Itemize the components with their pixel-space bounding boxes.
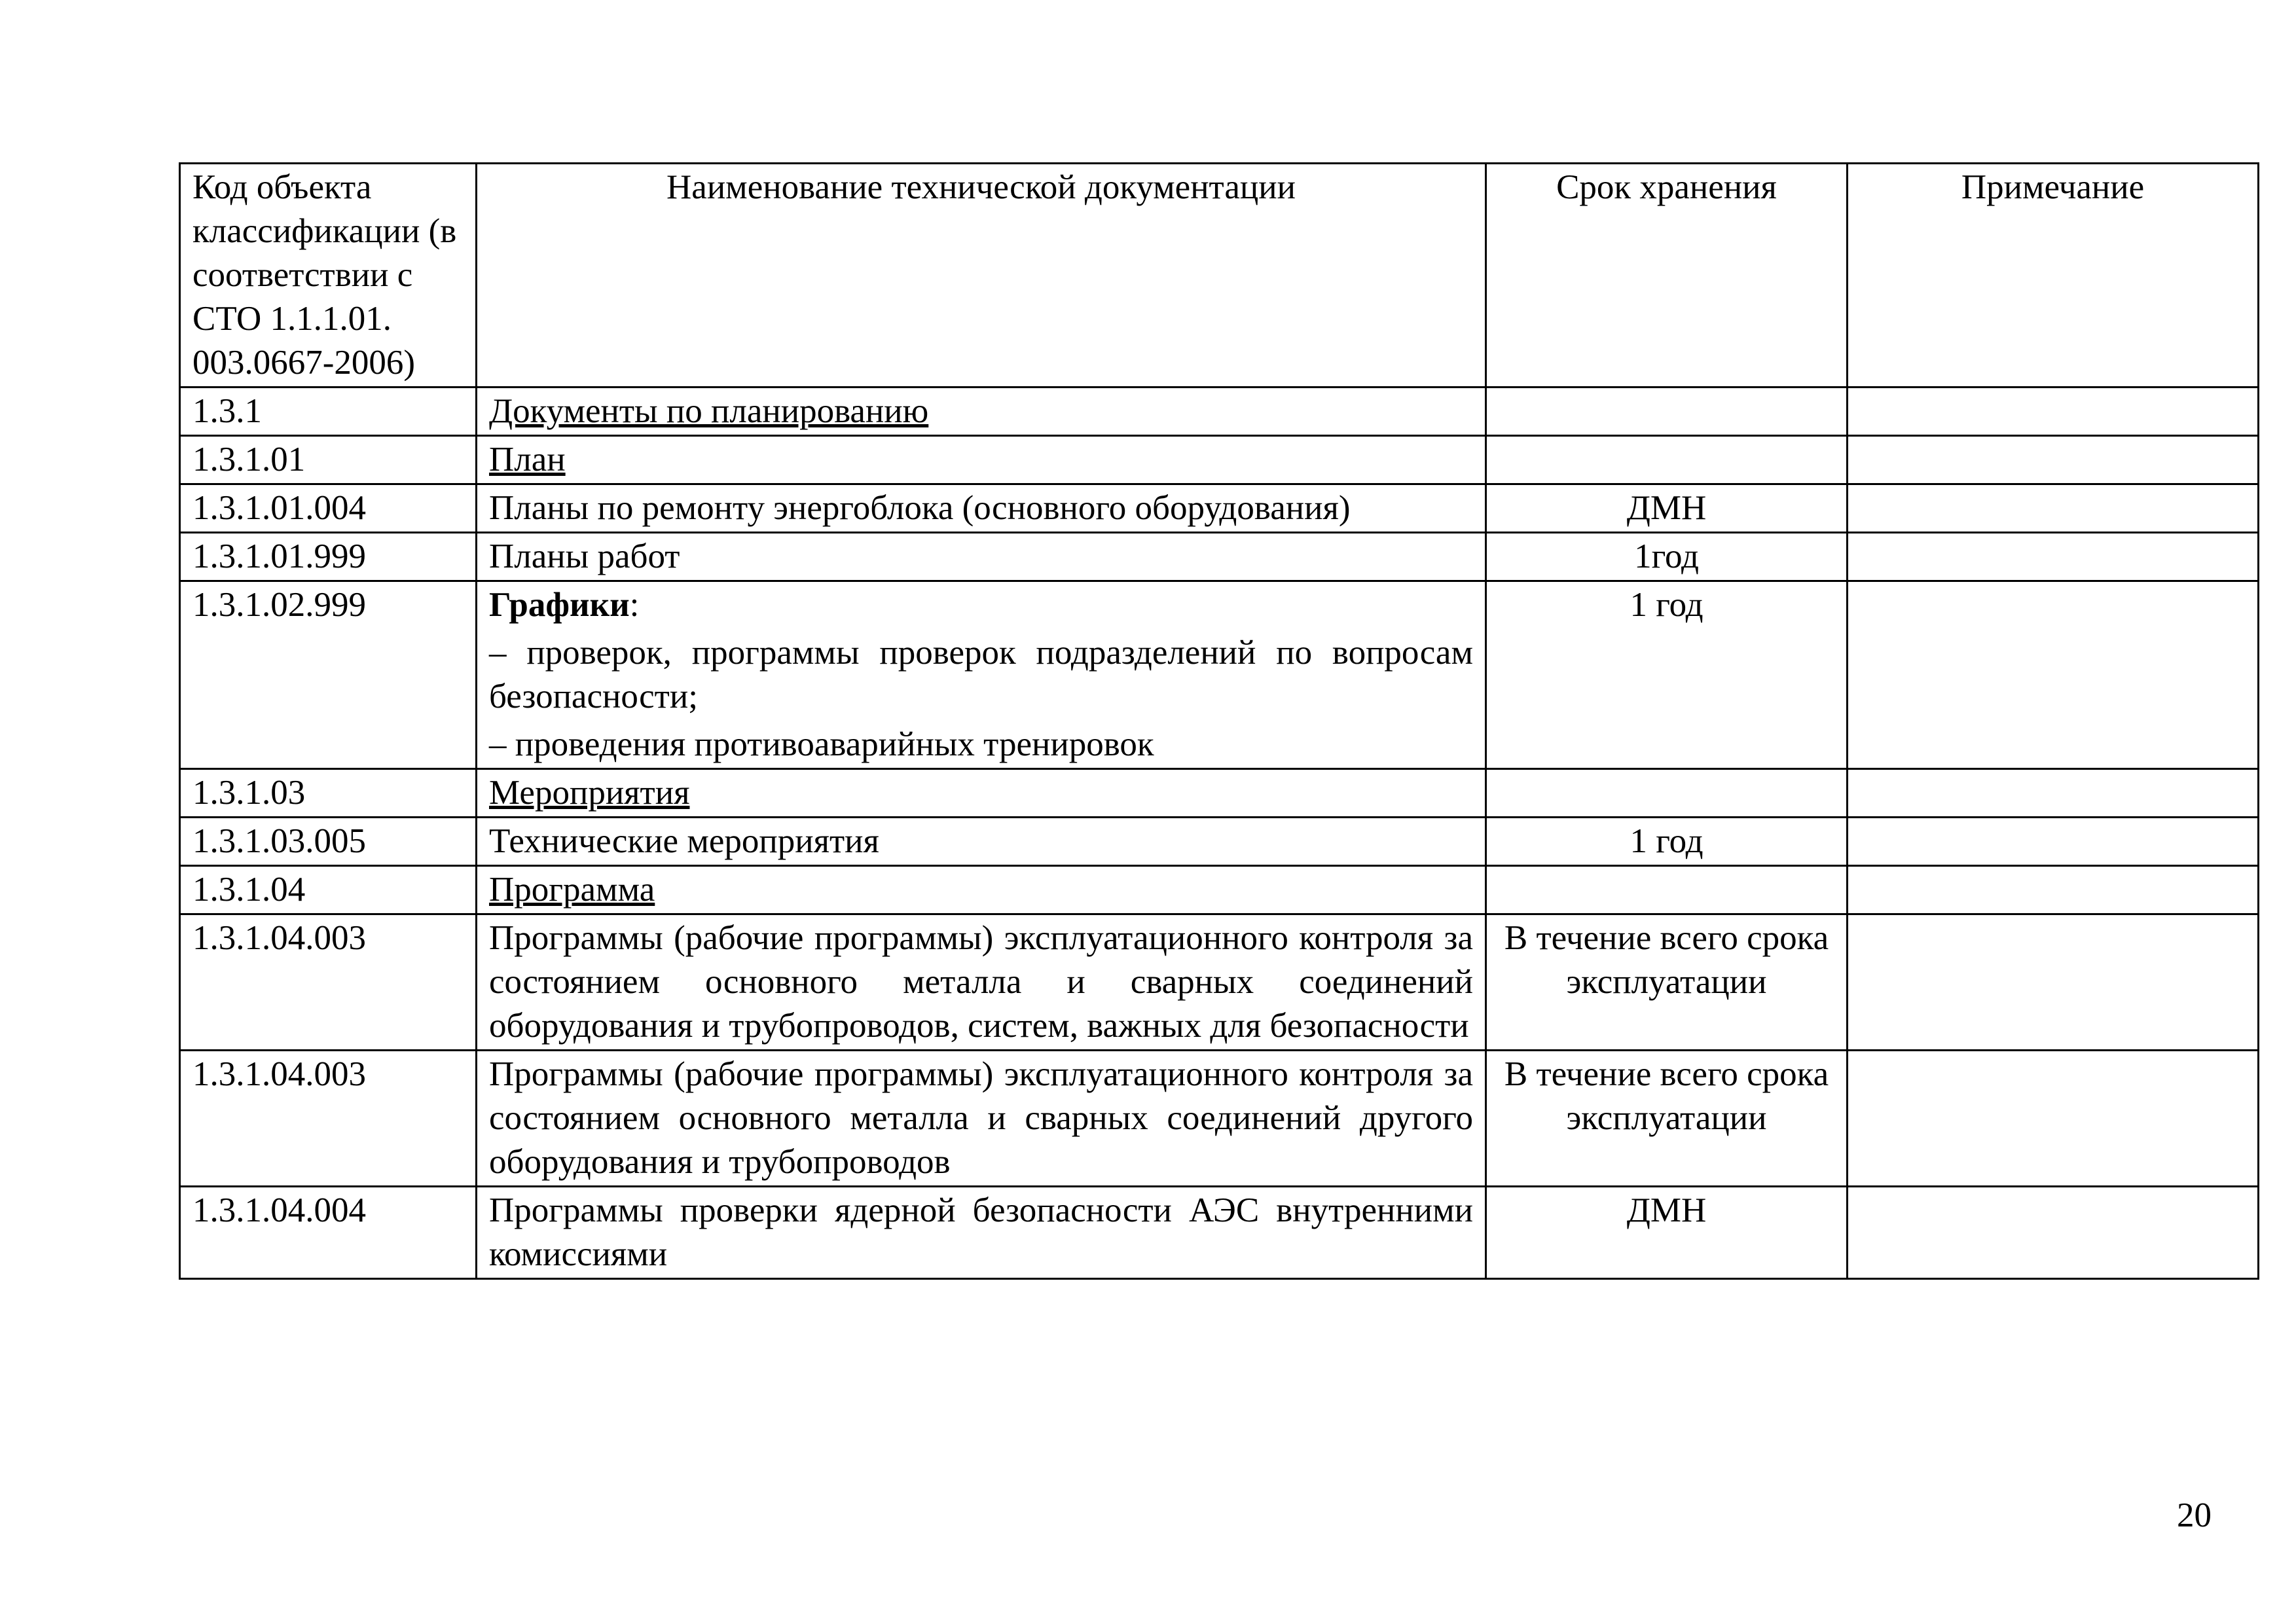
table-row <box>180 484 2259 533</box>
row-term <box>1486 436 1848 484</box>
row-note <box>1848 484 2259 533</box>
row-code: 1.3.1.04.003 <box>180 1051 477 1187</box>
row-code: 1.3.1.01 <box>180 436 477 484</box>
row-code: 1.3.1.03 <box>180 769 477 818</box>
row-name-title: Графики <box>489 586 630 624</box>
row-code: 1.3.1.02.999 <box>180 581 477 769</box>
row-term: 1год <box>1486 533 1848 581</box>
page-number: 20 <box>2177 1496 2212 1534</box>
row-name: Программа <box>477 866 1486 914</box>
row-term: 1 год <box>1486 581 1848 769</box>
header-code: Код объекта классификации (в соответствии с СТО 1.1.1.01. 003.0667-2006) <box>180 164 477 388</box>
row-term <box>1486 388 1848 436</box>
row-name: Планы работ <box>477 533 1486 581</box>
row-note <box>1848 914 2259 1051</box>
row-note <box>1848 533 2259 581</box>
table-row <box>180 581 2259 769</box>
row-name-title-line <box>489 583 1473 627</box>
retention-table <box>179 162 2259 1280</box>
row-code: 1.3.1.04.004 <box>180 1187 477 1279</box>
row-name: Документы по планированию <box>477 388 1486 436</box>
table-row <box>180 1051 2259 1187</box>
row-name: Программы проверки ядерной безопасности АЭС внутренними комиссиями <box>477 1187 1486 1279</box>
table-row <box>180 1187 2259 1279</box>
table-row <box>180 866 2259 914</box>
row-name: Программы (рабочие программы) эксплуатационного контроля за состоянием основного металла и сварных соединений другого оборудования и трубопроводов <box>477 1051 1486 1187</box>
row-term: ДМН <box>1486 1187 1848 1279</box>
table-row <box>180 818 2259 866</box>
row-note <box>1848 1051 2259 1187</box>
table-row <box>180 533 2259 581</box>
table-row <box>180 914 2259 1051</box>
row-note <box>1848 1187 2259 1279</box>
row-term: ДМН <box>1486 484 1848 533</box>
row-name: Планы по ремонту энергоблока (основного оборудования) <box>477 484 1486 533</box>
row-name: План <box>477 436 1486 484</box>
row-name: Программы (рабочие программы) эксплуатационного контроля за состоянием основного металла и сварных соединений оборудования и трубопроводов, систем, важных для безопасности <box>477 914 1486 1051</box>
row-code: 1.3.1.01.004 <box>180 484 477 533</box>
row-note <box>1848 818 2259 866</box>
row-note <box>1848 769 2259 818</box>
row-term: 1 год <box>1486 818 1848 866</box>
header-note: Примечание <box>1848 164 2259 388</box>
table-row <box>180 769 2259 818</box>
row-name: Мероприятия <box>477 769 1486 818</box>
header-term: Срок хранения <box>1486 164 1848 388</box>
row-name <box>477 581 1486 769</box>
row-term <box>1486 769 1848 818</box>
row-note <box>1848 581 2259 769</box>
row-note <box>1848 388 2259 436</box>
table-row <box>180 436 2259 484</box>
row-code: 1.3.1.03.005 <box>180 818 477 866</box>
row-term: В течение всего срока эксплуатации <box>1486 1051 1848 1187</box>
row-name-item: – проведения противоаварийных тренировок <box>489 725 1154 763</box>
row-term <box>1486 866 1848 914</box>
row-code: 1.3.1.04 <box>180 866 477 914</box>
table-header-row <box>180 164 2259 388</box>
row-note <box>1848 436 2259 484</box>
row-name: Технические мероприятия <box>477 818 1486 866</box>
row-name-title-colon: : <box>629 586 640 624</box>
row-code: 1.3.1 <box>180 388 477 436</box>
row-note <box>1848 866 2259 914</box>
row-code: 1.3.1.04.003 <box>180 914 477 1051</box>
table-row <box>180 388 2259 436</box>
header-name: Наименование технической документации <box>477 164 1486 388</box>
row-term: В течение всего срока эксплуатации <box>1486 914 1848 1051</box>
row-name-item: – проверок, программы проверок подразделений по вопросам безопасности; <box>489 634 1473 715</box>
row-code: 1.3.1.01.999 <box>180 533 477 581</box>
